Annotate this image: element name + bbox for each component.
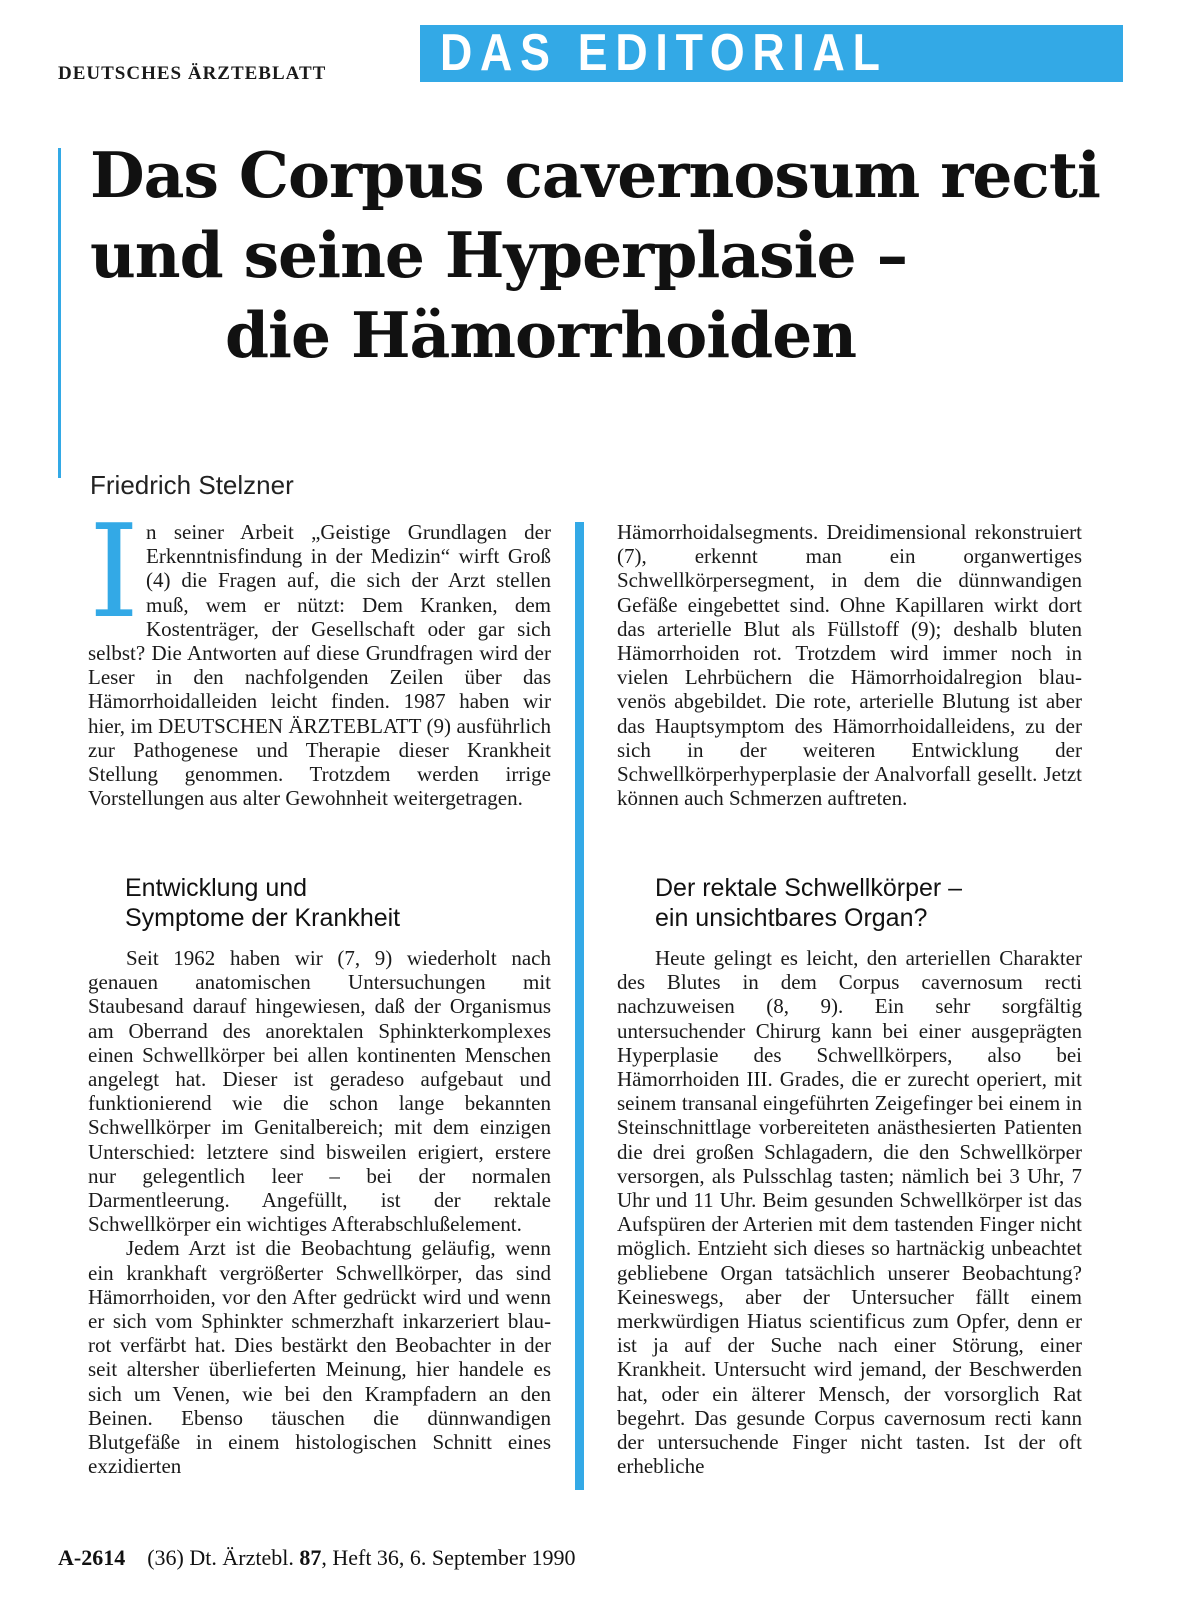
article-title [90, 135, 1130, 375]
title-line-1: Das Corpus cavernosum recti [90, 138, 1100, 212]
drop-cap: I [88, 498, 140, 647]
intro-column-left [88, 498, 551, 811]
page-footer [58, 1545, 576, 1571]
heading-line-1: Der rektale Schwellkörper – [655, 874, 963, 902]
intro-paragraph: n seiner Arbeit „Geistige Grundlagen der Erkenntnisfindung in der Medizin“ wirft Groß (4) die Fragen auf, die sich der Arzt stellen muß, wem er nützt: Dem Kranken, dem Kostenträger, der Gesellschaft oder gar sich selbst? Die Antworten auf diese Grundfragen wird der Leser in den nachfolgenden Zeilen über das Hämorrhoidalleiden leicht finden. 1987 haben wir hier, im DEUTSCHEN ÄRZTEBLATT (9) ausführlich zur Pathogenese und Therapie dieser Krankheit Stellung genommen. Trotzdem werden irrige Vorstellungen aus alter Gewohnheit weitergetragen. [88, 520, 551, 811]
section-heading-development [125, 873, 400, 933]
intro-paragraph-continued: Hämorrhoidalsegments. Dreidimensional rekonstruiert (7), erkennt man ein organwertiges Schwellkörpersegment, in dem die dünnwandigen Gefäße eingebettet sind. Ohne Kapillaren wirkt dort das arterielle Blut als Füllstoff (9); deshalb bluten Hämorrhoiden rot. Trotzdem wird immer noch in vielen Lehrbüchern die Hämorrhoidalregion blau-venös abgebildet. Die rote, arterielle Blutung ist aber das Hauptsymptom des Hämorrhoidalleidens, zu der sich in der weiteren Entwicklung der Schwellkörperhyperplasie der Analvorfall gesellt. Jetzt können auch Schmerzen auftreten. [617, 520, 1082, 811]
body-paragraph: Seit 1962 haben wir (7, 9) wiederholt nach genauen anatomischen Untersuchungen mit Staubesand darauf hingewiesen, daß der Organismus am Oberrand des anorektalen Sphinkterkomplexes einen Schwellkörper bei allen kontinenten Menschen angelegt hat. Dieser ist geradeso aufgebaut und funktionierend wie die schon lange bekannten Schwellkörper im Genitalbereich; mit dem einzigen Unterschied: letztere sind bisweilen erigiert, erstere nur gelegentlich leer – bei der normalen Darmentleerung. Angefüllt, ist der rektale Schwellkörper ein wichtiges Afterabschlußelement. [88, 946, 551, 1237]
body-paragraph: Heute gelingt es leicht, den arteriellen Charakter des Blutes in dem Corpus cavernosum recti nachzuweisen (8, 9). Ein sehr sorgfältig untersuchender Chirurg kann bei einer ausgeprägten Hyperplasie des Schwellkörpers, also bei Hämorrhoiden III. Grades, die er zurecht operiert, mit seinem transanal eingeführten Zeigefinger bei einem in Steinschnittlage vorbereiteten anästhesierten Patienten die drei großen Schlagadern, die den Schwellkörper versorgen, als Pulsschlag tasten; nämlich bei 3 Uhr, 7 Uhr und 11 Uhr. Beim gesunden Schwellkörper ist das Aufspüren der Arterien mit dem tastenden Finger nicht möglich. Entzieht sich dieses so hartnäckig unbeachtet gebliebene Organ tatsächlich unserer Beobachtung? Keineswegs, aber der Untersucher fällt einem merkwürdigen Hiatus scientificus zum Opfer, denn er ist ja auf der Suche nach einer Störung, einer Krankheit. Untersucht wird jemand, der Beschwerden hat, oder ein älterer Mensch, der vorsorglich Rat begehrt. Das gesunde Corpus cavernosum recti kann der untersuchende Finger nicht tasten. Ist der oft erhebliche [617, 946, 1082, 1479]
section-label: DAS EDITORIAL [440, 24, 888, 82]
citation-prefix: (36) Dt. Ärztebl. [147, 1545, 294, 1570]
heading-line-2: ein unsichtbares Organ? [655, 904, 928, 932]
citation-suffix: , Heft 36, 6. September 1990 [321, 1545, 576, 1570]
body-column-right [617, 946, 1082, 1478]
section-banner [420, 25, 1123, 82]
intro-column-right [617, 520, 1082, 810]
heading-line-2: Symptome der Krankheit [125, 904, 401, 932]
title-line-2: und seine Hyperplasie – [90, 218, 908, 292]
page-number: A-2614 [58, 1545, 126, 1570]
volume-number: 87 [299, 1545, 322, 1570]
heading-line-1: Entwicklung und [125, 874, 308, 902]
title-line-3: die Hämorrhoiden [225, 298, 857, 372]
journal-name: DEUTSCHES ÄRZTEBLATT [58, 63, 327, 84]
body-column-left [88, 946, 551, 1478]
section-heading-invisible-organ [655, 873, 962, 933]
title-rule [58, 148, 61, 478]
body-paragraph: Jedem Arzt ist die Beobachtung geläufig, wenn ein krankhaft vergrößerter Schwellkörper, das sind Hämorrhoiden, vor den After gedrückt wird und wenn er sich vom Sphinkter schmerzhaft inkarzeriert blau-rot verfärbt hat. Dies bestärkt den Beobachter in der seit altersher überlieferten Meinung, hier handele es sich um Venen, wie bei den Krampfadern an den Beinen. Ebenso täuschen die dünnwandigen Blutgefäße in einem histologischen Schnitt eines exzidierten [88, 1236, 551, 1479]
author-name: Friedrich Stelzner [90, 470, 294, 500]
column-rule [575, 522, 584, 1490]
